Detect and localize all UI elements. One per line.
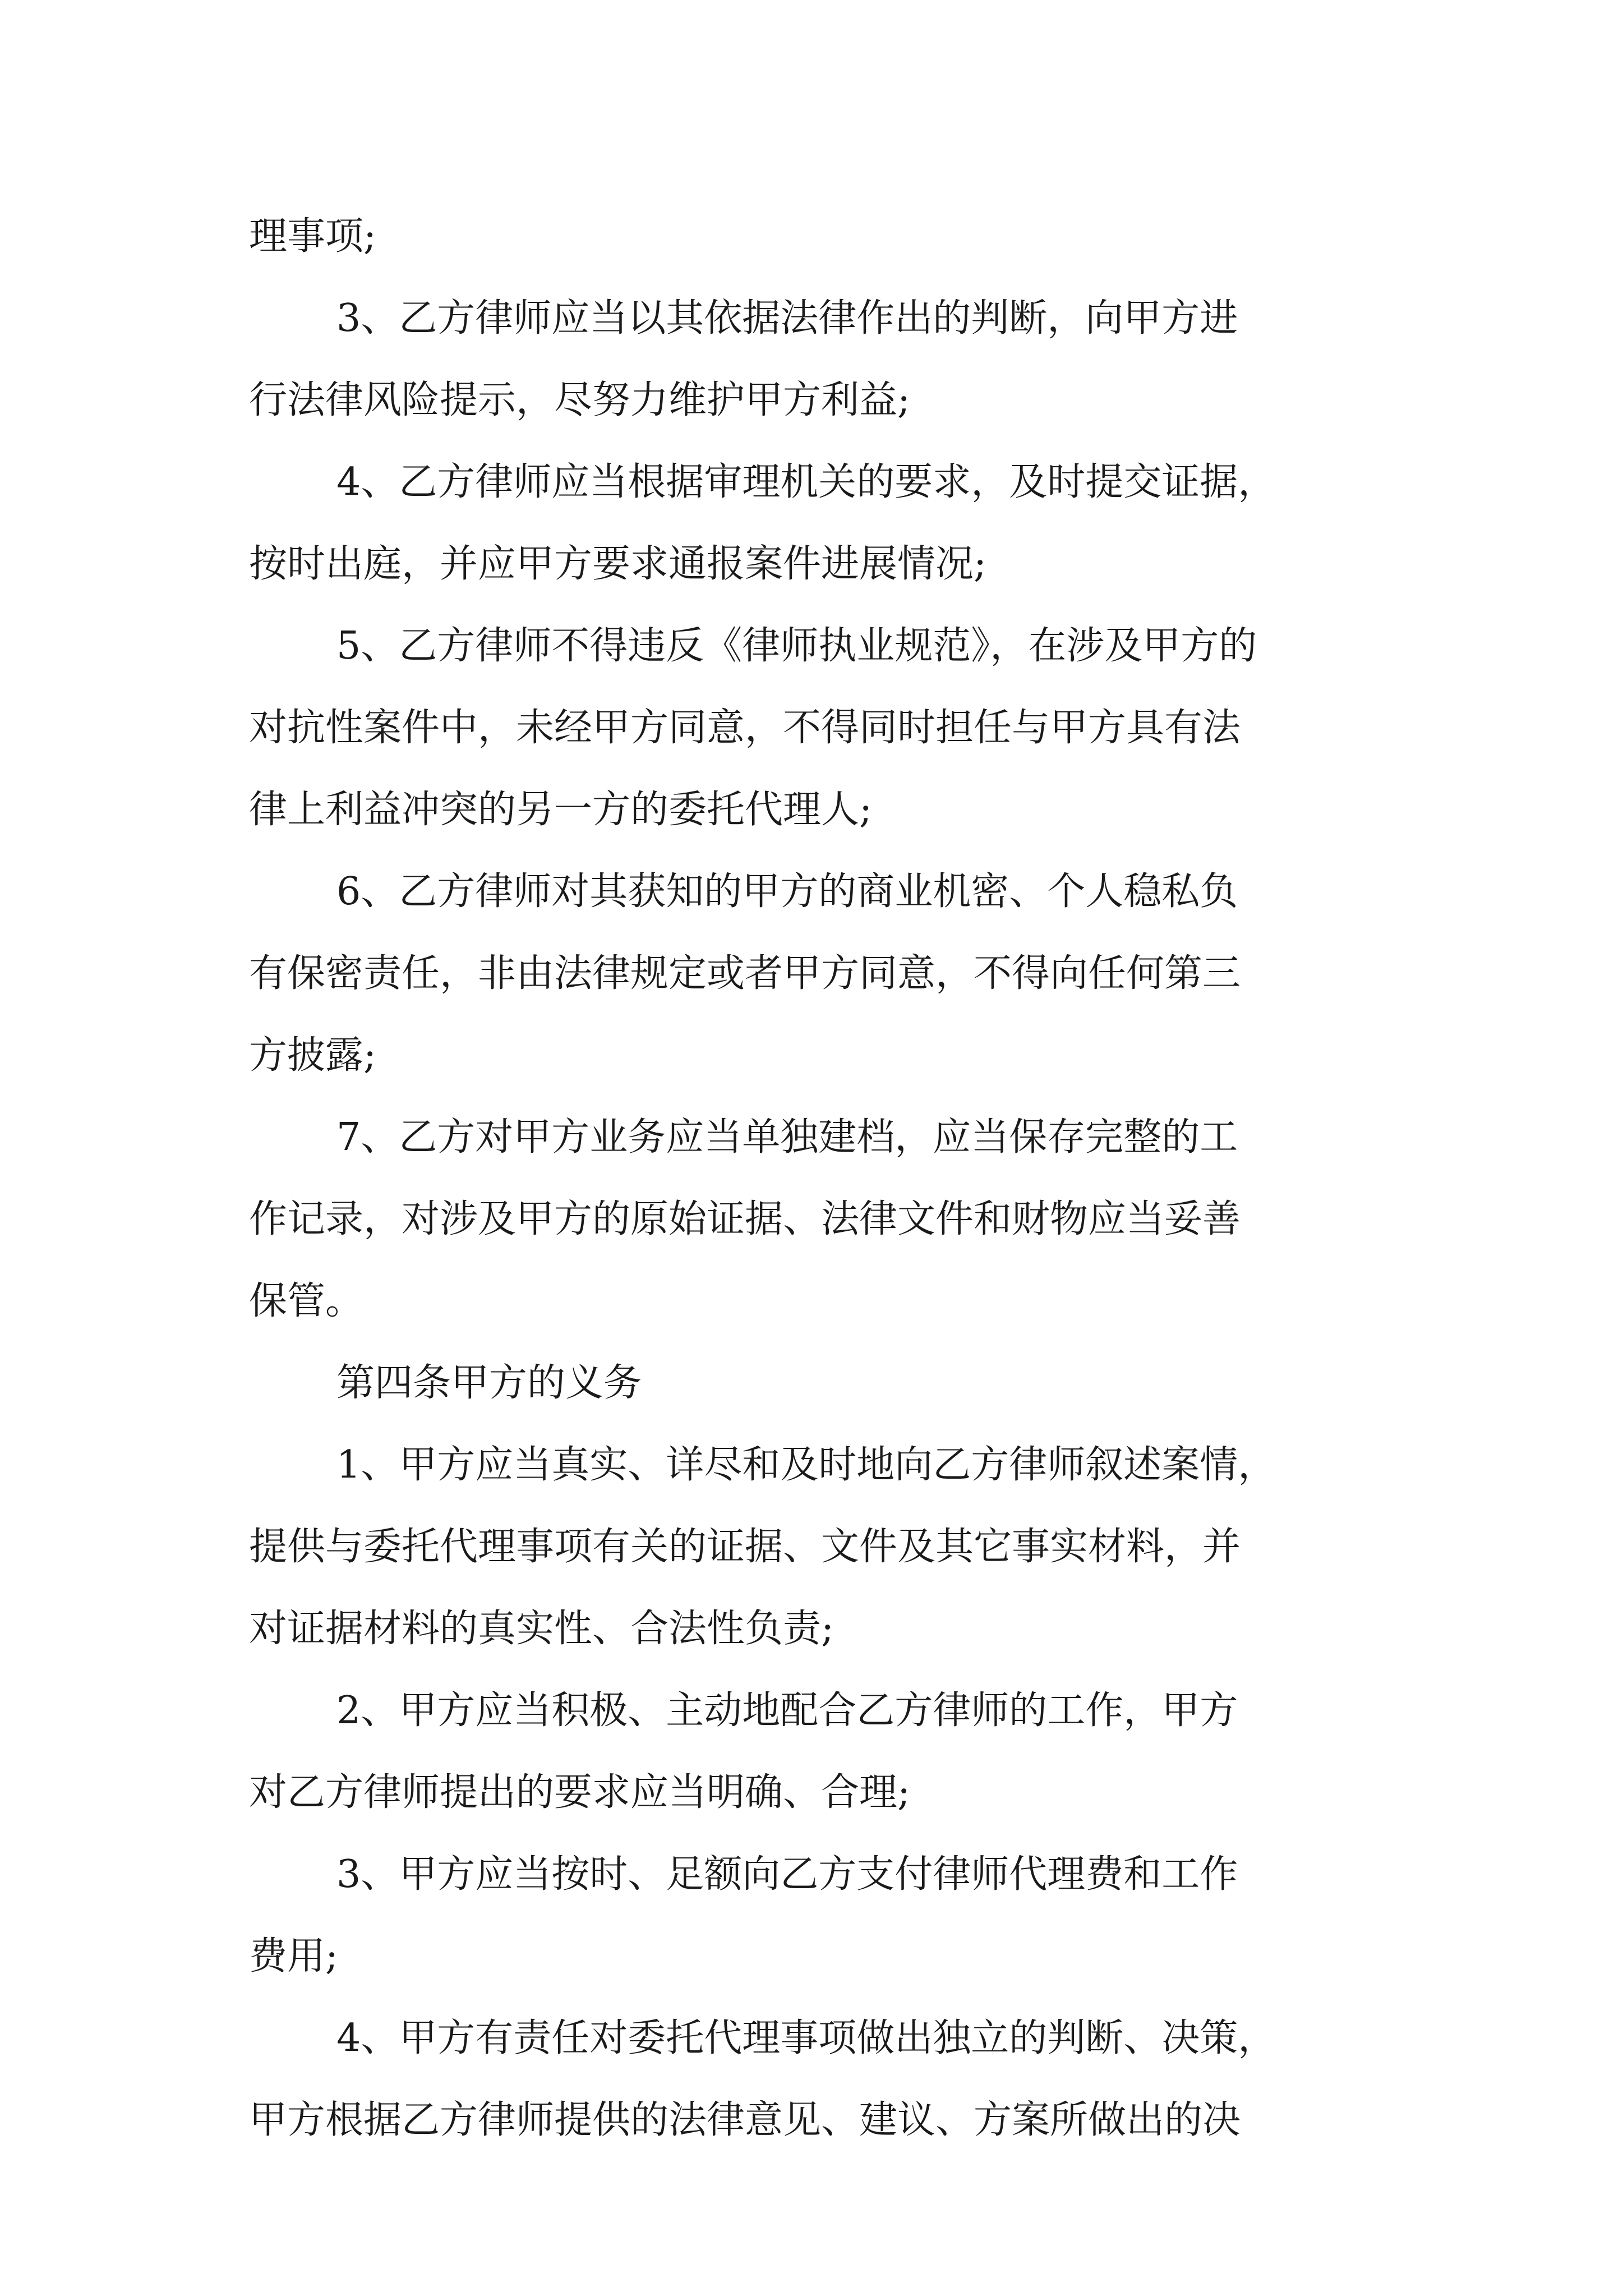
text-line: 按时出庭，并应甲方要求通报案件进展情况;: [249, 542, 986, 586]
text-line: 对抗性案件中，未经甲方同意，不得同时担任与甲方具有法: [249, 706, 1241, 750]
text-line: 6、乙方律师对其获知的甲方的商业机密、个人稳私负: [336, 869, 1238, 914]
text-line: 提供与委托代理事项有关的证据、文件及其它事实材料，并: [249, 1525, 1241, 1569]
text-line: 费用;: [249, 1934, 338, 1978]
text-line: 1、甲方应当真实、详尽和及时地向乙方律师叙述案情，: [336, 1443, 1276, 1487]
text-line: 对证据材料的真实性、合法性负责;: [249, 1607, 834, 1651]
text-line: 作记录，对涉及甲方的原始证据、法律文件和财物应当妥善: [249, 1197, 1241, 1241]
text-line: 对乙方律师提出的要求应当明确、合理;: [249, 1770, 910, 1815]
text-line: 甲方根据乙方律师提供的法律意见、建议、方案所做出的决: [249, 2098, 1241, 2142]
text-line: 有保密责任，非由法律规定或者甲方同意，不得向任何第三: [249, 951, 1241, 996]
text-line: 7、乙方对甲方业务应当单独建档，应当保存完整的工: [336, 1115, 1238, 1159]
text-line: 保管。: [249, 1279, 364, 1323]
section-heading: 第四条甲方的义务: [336, 1361, 642, 1405]
text-line: 理事项;: [249, 214, 376, 259]
text-line: 5、乙方律师不得违反《律师执业规范》，在涉及甲方的: [336, 624, 1257, 668]
text-line: 3、乙方律师应当以其依据法律作出的判断，向甲方进: [336, 296, 1238, 341]
text-line: 3、甲方应当按时、足额向乙方支付律师代理费和工作: [336, 1852, 1238, 1897]
text-line: 4、甲方有责任对委托代理事项做出独立的判断、决策，: [336, 2016, 1276, 2060]
text-line: 4、乙方律师应当根据审理机关的要求，及时提交证据，: [336, 460, 1276, 504]
text-line: 律上利益冲突的另一方的委托代理人;: [249, 788, 872, 832]
text-line: 方披露;: [249, 1033, 376, 1078]
text-line: 2、甲方应当积极、主动地配合乙方律师的工作，甲方: [336, 1688, 1238, 1733]
text-line: 行法律风险提示，尽努力维护甲方利益;: [249, 378, 910, 422]
